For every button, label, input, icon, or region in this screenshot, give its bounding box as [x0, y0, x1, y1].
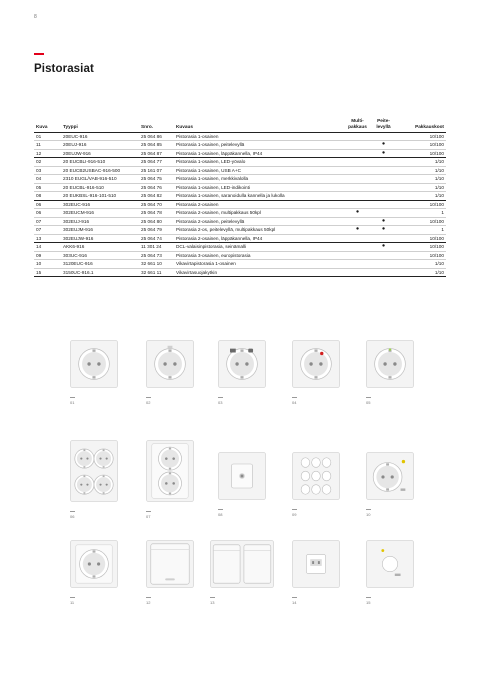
figure-dash — [70, 597, 75, 598]
cell-cover: ● — [371, 149, 396, 158]
cell-pack: 10/100 — [396, 132, 446, 141]
cell-snro: 25 161 07 — [139, 166, 174, 175]
cell-snro: 25 064 73 — [139, 251, 174, 260]
cell-snro: 25 064 74 — [139, 234, 174, 243]
cell-kuva: 13 — [34, 234, 61, 243]
figure-dash — [218, 509, 223, 510]
cell-tyyppi: AKK6-916 — [61, 243, 139, 252]
figure-dash — [70, 511, 75, 512]
cell-pack: 1 — [396, 209, 446, 218]
cell-multi: ● — [344, 209, 371, 218]
figure-dash — [292, 509, 297, 510]
cell-kuvaus: Pistorasia 2-osainen — [174, 200, 344, 209]
cell-kuva: 15 — [34, 268, 61, 277]
cell-tyyppi: 3150UC-916.1 — [61, 268, 139, 277]
product-image-06 — [70, 440, 118, 502]
figure-dash — [366, 509, 371, 510]
cell-kuvaus: Pistorasia 1-osainen, läppäkannella, IP44 — [174, 149, 344, 158]
cell-kuvaus: Pistorasia 1-osainen, saranoidulla kannella ja lukolla — [174, 192, 344, 201]
header-pakkauskoot: Pakkauskoot — [415, 123, 444, 129]
cell-snro: 25 064 78 — [139, 209, 174, 218]
cell-kuvaus: Pistorasia 2-osainen, multipakkaus 50kpl — [174, 209, 344, 218]
cell-cover: ● — [371, 217, 396, 226]
product-image-13 — [210, 540, 274, 588]
cell-snro: 25 064 86 — [139, 132, 174, 141]
cell-snro: 25 064 82 — [139, 192, 174, 201]
product-figure-01 — [70, 340, 118, 410]
product-figure-13 — [210, 540, 274, 610]
figure-label: 08 — [218, 512, 223, 517]
cell-pack: 1/10 — [396, 158, 446, 167]
product-image-11 — [70, 540, 118, 588]
cell-snro: 25 064 77 — [139, 158, 174, 167]
cell-pack: 1/10 — [396, 192, 446, 201]
header-tyyppi: Tyyppi — [63, 123, 78, 129]
product-figure-12 — [146, 540, 194, 610]
cell-pack: 1 — [396, 226, 446, 235]
cell-tyyppi: 3120EUC-916 — [61, 260, 139, 269]
figure-label: 02 — [146, 400, 151, 405]
cell-kuva: 07 — [34, 226, 61, 235]
cell-kuvaus: Pistorasia 3-osainen, europistorasia — [174, 251, 344, 260]
product-figure-10 — [366, 452, 414, 522]
product-figure-14 — [292, 540, 340, 610]
cell-tyyppi: 302EUJW-916 — [61, 234, 139, 243]
cell-kuva: 14 — [34, 243, 61, 252]
product-image-04 — [292, 340, 340, 388]
product-figure-03 — [218, 340, 266, 410]
figure-dash — [70, 397, 75, 398]
product-image-01 — [70, 340, 118, 388]
cell-tyyppi: 303UC-916 — [61, 251, 139, 260]
product-image-12 — [146, 540, 194, 588]
cell-kuvaus: Pistorasia 1-osainen, LED-indikointi — [174, 183, 344, 192]
cell-tyyppi: 20EUC-916 — [61, 132, 139, 141]
cell-cover: ● — [371, 243, 396, 252]
product-image-10 — [366, 452, 414, 500]
cell-kuva: 04 — [34, 175, 61, 184]
figure-label: 07 — [146, 514, 151, 519]
header-peitelevylla: Peite- levyllä — [376, 118, 391, 129]
page-number: 8 — [34, 14, 37, 20]
product-figure-15 — [366, 540, 414, 610]
product-image-05 — [366, 340, 414, 388]
product-figure-11 — [70, 540, 118, 610]
figure-label: 10 — [366, 512, 371, 517]
cell-snro: 25 064 87 — [139, 149, 174, 158]
cell-kuva: 12 — [34, 149, 61, 158]
cell-snro: 32 661 10 — [139, 260, 174, 269]
cell-kuvaus: Vikavirtasuojakytkin — [174, 268, 344, 277]
header-kuva: Kuva — [36, 123, 48, 129]
cell-pack: 10/100 — [396, 251, 446, 260]
figure-dash — [292, 397, 297, 398]
header-multipakkaus: Multi- pakkaus — [348, 118, 367, 129]
cell-snro: 32 661 11 — [139, 268, 174, 277]
cell-pack: 10/100 — [396, 234, 446, 243]
product-figure-09 — [292, 452, 340, 522]
figure-label: 05 — [366, 400, 371, 405]
product-image-03 — [218, 340, 266, 388]
cell-cover: ● — [371, 141, 396, 150]
cell-kuvaus: Vikavirtapistorasia 1-osainen — [174, 260, 344, 269]
cell-kuva: 06 — [34, 209, 61, 218]
figure-label: 12 — [146, 600, 151, 605]
cell-kuva: 06 — [34, 200, 61, 209]
figure-dash — [146, 511, 151, 512]
product-figure-04 — [292, 340, 340, 410]
cell-tyyppi: 20 EUKBSL-916-101-510 — [61, 192, 139, 201]
cell-kuvaus: Pistorasia 1-osainen — [174, 132, 344, 141]
header-kuvaus: Kuvaus — [176, 123, 193, 129]
cell-snro: 25 064 75 — [139, 175, 174, 184]
product-image-15 — [366, 540, 414, 588]
cell-kuva: 09 — [34, 251, 61, 260]
cell-kuva: 01 — [34, 132, 61, 141]
cell-snro: 11 301 24 — [139, 243, 174, 252]
cell-tyyppi: 20 EUCB2USBAC-916-500 — [61, 166, 139, 175]
figure-label: 14 — [292, 600, 297, 605]
cell-tyyppi: 20 EUCBL-916-510 — [61, 183, 139, 192]
cell-kuvaus: Pistorasia 1-osainen, LED-yövalo — [174, 158, 344, 167]
cell-kuva: 07 — [34, 217, 61, 226]
figure-label: 04 — [292, 400, 297, 405]
figure-label: 03 — [218, 400, 223, 405]
figure-dash — [366, 597, 371, 598]
cell-kuvaus: DCL-valaisinpistorasia, seinämalli — [174, 243, 344, 252]
cell-snro: 25 064 70 — [139, 200, 174, 209]
cell-multi: ● — [344, 226, 371, 235]
cell-tyyppi: 20EUJW-916 — [61, 149, 139, 158]
figure-label: 09 — [292, 512, 297, 517]
cell-kuvaus: Pistorasia 1-osainen, peitelevyllä — [174, 141, 344, 150]
cell-kuva: 03 — [34, 166, 61, 175]
cell-tyyppi: 302EUJ-916 — [61, 217, 139, 226]
figure-label: 06 — [70, 514, 75, 519]
product-image-02 — [146, 340, 194, 388]
cell-kuva: 10 — [34, 260, 61, 269]
product-figure-02 — [146, 340, 194, 410]
cell-kuva: 05 — [34, 183, 61, 192]
figure-dash — [146, 597, 151, 598]
cell-tyyppi: 20 EUCBLI-916-510 — [61, 158, 139, 167]
cell-pack: 1/10 — [396, 183, 446, 192]
figure-label: 13 — [210, 600, 215, 605]
figure-dash — [366, 397, 371, 398]
cell-kuvaus: Pistorasia 2-os, peitelevyllä, multipakkaus 50kpl — [174, 226, 344, 235]
cell-pack: 10/100 — [396, 149, 446, 158]
header-snro: Snro. — [141, 123, 153, 129]
cell-snro: 25 064 85 — [139, 141, 174, 150]
page-title: Pistorasiat — [34, 63, 94, 75]
figure-dash — [292, 597, 297, 598]
product-image-09 — [292, 452, 340, 500]
product-figure-08 — [218, 452, 266, 522]
cell-pack: 1/10 — [396, 268, 446, 277]
product-figure-06 — [70, 440, 118, 524]
cell-tyyppi: 20EUJ-916 — [61, 141, 139, 150]
cell-tyyppi: 302EUCM-916 — [61, 209, 139, 218]
cell-kuvaus: Pistorasia 1-osainen, merkkivalolla — [174, 175, 344, 184]
cell-pack: 10/100 — [396, 217, 446, 226]
product-figure-05 — [366, 340, 414, 410]
cell-pack: 1/10 — [396, 166, 446, 175]
product-figure-07 — [146, 440, 194, 524]
product-image-08 — [218, 452, 266, 500]
cell-pack: 10/100 — [396, 141, 446, 150]
cell-pack: 1/10 — [396, 175, 446, 184]
cell-tyyppi: 302EUJM-916 — [61, 226, 139, 235]
figure-label: 15 — [366, 600, 371, 605]
cell-tyyppi: 302EUC-916 — [61, 200, 139, 209]
cell-kuva: 08 — [34, 192, 61, 201]
cell-kuvaus: Pistorasia 2-osainen, läppäkannella, IP44 — [174, 234, 344, 243]
cell-pack: 10/100 — [396, 200, 446, 209]
cell-tyyppi: 2310 EUGL/VAB-916-510 — [61, 175, 139, 184]
cell-pack: 1/10 — [396, 260, 446, 269]
figure-dash — [146, 397, 151, 398]
product-image-07 — [146, 440, 194, 502]
cell-cover: ● — [371, 226, 396, 235]
figure-label: 11 — [70, 600, 75, 605]
cell-kuvaus: Pistorasia 2-osainen, peitelevyllä — [174, 217, 344, 226]
figure-dash — [218, 397, 223, 398]
cell-pack: 10/100 — [396, 243, 446, 252]
figure-label: 01 — [70, 400, 75, 405]
cell-snro: 25 064 79 — [139, 226, 174, 235]
cell-kuvaus: Pistorasia 1-osainen, USB A+C — [174, 166, 344, 175]
figure-dash — [210, 597, 215, 598]
cell-kuva: 11 — [34, 141, 61, 150]
cell-snro: 25 064 76 — [139, 183, 174, 192]
product-image-14 — [292, 540, 340, 588]
cell-snro: 25 064 80 — [139, 217, 174, 226]
cell-kuva: 02 — [34, 158, 61, 167]
